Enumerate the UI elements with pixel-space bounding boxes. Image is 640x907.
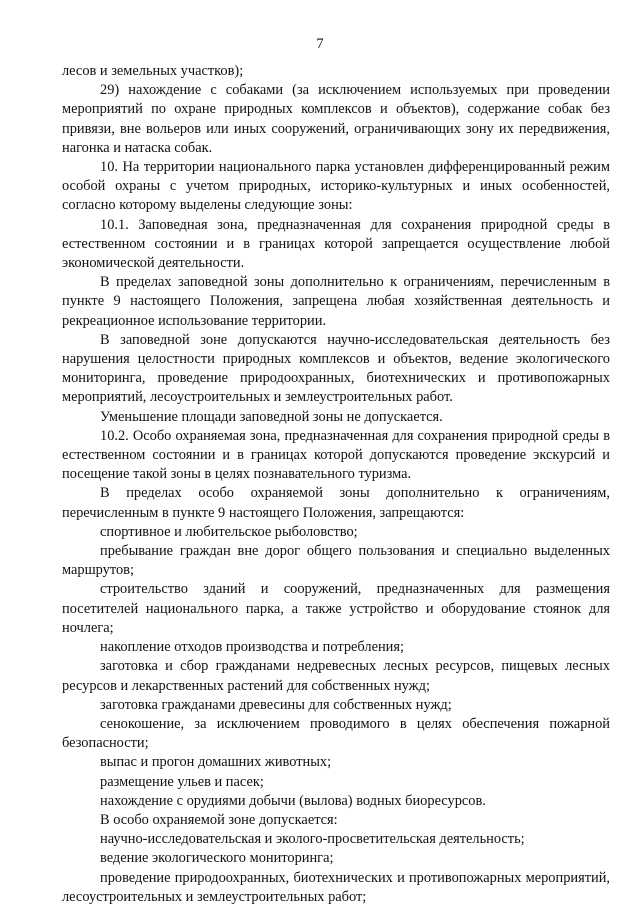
list-item: накопление отходов производства и потребления; [100,639,404,656]
list-item: пребывание граждан вне дорог общего пользования и специально выделенных маршрутов; [62,543,610,579]
paragraph: 29) нахождение с собаками (за исключением используемых при проведении мероприятий по охране природных комплексов и объектов), содержание собак без привязи, вне вольеров или иных сооружений, ограничивающих зону их передвижения, нагонка и натаска собак. [62,82,610,156]
paragraph: 10.1. Заповедная зона, предназначенная для сохранения природной среды в естественном состоянии и в границах которой запрещается осуществление любой экономической деятельности. [62,216,610,272]
list-item: размещение ульев и пасек; [100,773,264,790]
paragraph: В особо охраняемой зоне допускается: [100,811,338,828]
document-body [62,62,610,907]
list-item: проведение природоохранных, биотехнических и противопожарных мероприятий, лесоустроительных и землеустроительных работ; [62,869,610,905]
list-item: выпас и прогон домашних животных; [100,754,332,771]
list-item: строительство зданий и сооружений, предназначенных для размещения посетителей национального парка, а также устройство и оборудование стоянок для ночлега; [62,581,610,636]
list-item: заготовка гражданами древесины для собственных нужд; [100,696,452,713]
paragraph: Уменьшение площади заповедной зоны не допускается. [100,408,443,425]
paragraph: В пределах особо охраняемой зоны дополнительно к ограничениям, перечисленным в пункте 9 настоящего Положения, запрещаются: [62,485,610,521]
list-item: научно-исследовательская и эколого-просветительская деятельность; [100,831,525,848]
paragraph: лесов и земельных участков); [62,63,244,79]
list-item: спортивное и любительское рыболовство; [100,523,358,540]
list-item: ведение экологического мониторинга; [100,850,334,867]
paragraph: В пределах заповедной зоны дополнительно к ограничениям, перечисленным в пункте 9 настоящего Положения, запрещена любая хозяйственная деятельность и рекреационное использование территории. [62,274,610,329]
paragraph: 10. На территории национального парка установлен дифференцированный режим особой охраны с учетом природных, историко-культурных и иных особенностей, согласно которому выделены следующие зоны: [62,159,610,214]
list-item: сенокошение, за исключением проводимого в целях обеспечения пожарной безопасности; [62,715,610,752]
paragraph: В заповедной зоне допускаются научно-исследовательская деятельность без нарушения целостности природных комплексов и объектов, ведение экологического мониторинга, проведение природоохранных, биотехнических и противопожарных мероприятий, лесоустроительных и землеустроительных работ. [62,331,610,406]
page-number: 7 [316,36,324,52]
paragraph: 10.2. Особо охраняемая зона, предназначенная для сохранения природной среды в естественном состоянии и в границах которой допускаются проведение экскурсий и посещение такой зоны в целях познавательного туризма. [62,427,610,483]
list-item: нахождение с орудиями добычи (вылова) водных биоресурсов. [100,792,486,809]
list-item: заготовка и сбор гражданами недревесных лесных ресурсов, пищевых лесных ресурсов и лекарственных растений для собственных нужд; [62,658,610,694]
